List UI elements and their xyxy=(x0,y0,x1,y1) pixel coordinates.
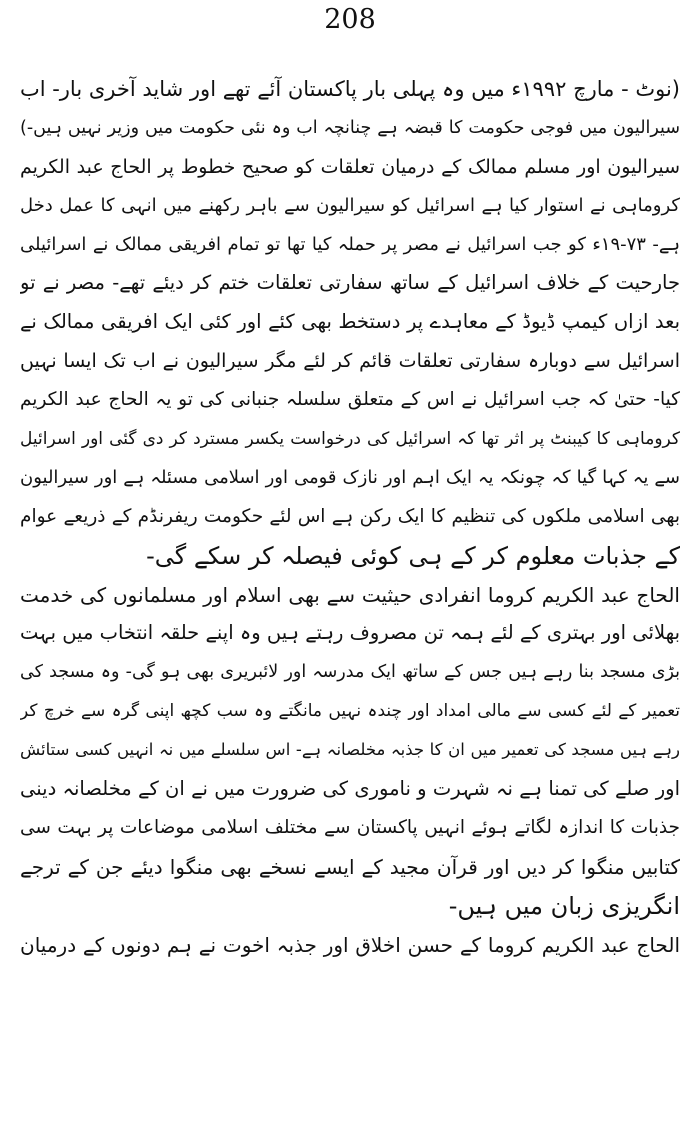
text-line: کروماہی نے استوار کیا ہے اسرائیل کو سیرالیون سے باہر رکھنے میں انہی کا عمل دخل xyxy=(20,194,680,216)
page-number: 208 xyxy=(324,4,376,35)
text-line: الحاج عبد الکریم کروما انفرادی حیثیت سے بھی اسلام اور مسلمانوں کی خدمت xyxy=(20,582,680,607)
text-line: جارحیت کے خلاف اسرائیل کے ساتھ سفارتی تعلقات ختم کر دیئے تھے- مصر نے تو xyxy=(20,271,680,295)
text-line: اور صلے کی تمنا ہے نہ شہرت و ناموری کی ضرورت میں نے ان کے مخلصانہ دینی xyxy=(20,777,680,801)
paragraph-end-line: انگریزی زبان میں ہیں- xyxy=(448,891,680,920)
paragraph-end-line: کے جذبات معلوم کر کے ہی کوئی فیصلہ کر سکے گی- xyxy=(146,541,680,570)
text-line: جذبات کا اندازہ لگاتے ہوئے انہیں پاکستان سے مختلف اسلامی موضاعات پر بہت سی xyxy=(20,816,680,838)
text-line: بھلائی اور بہتری کے لئے ہمہ تن مصروف رہتے ہیں وہ اپنے حلقہ انتخاب میں بہت xyxy=(20,621,680,645)
text-line: الحاج عبد الکریم کروما کے حسن اخلاق اور جذبہ اخوت نے ہم دونوں کے درمیان xyxy=(20,932,680,957)
text-line: سے یہ کہا گیا کہ چونکہ یہ ایک اہم اور نازک قومی اور اسلامی مسئلہ ہے اور سیرالیون xyxy=(20,466,680,488)
text-line: تعمیر کے لئے کسی سے مالی امداد اور چندہ نہیں مانگتے وہ سب کچھ اپنی گرہ سے خرچ کر xyxy=(20,701,680,722)
body-text xyxy=(20,70,680,964)
text-line: اسرائیل سے دوبارہ سفارتی تعلقات قائم کر لئے مگر سیرالیون نے اب تک ایسا نہیں xyxy=(20,350,680,373)
text-line: کتابیں منگوا کر دیں اور قرآن مجید کے ایسے نسخے بھی منگوا دیئے جن کے ترجے xyxy=(20,854,680,879)
text-line: رہے ہیں مسجد کی تعمیر میں ان کا جذبہ مخلصانہ ہے- اس سلسلے میں نہ انہیں کسی ستائش xyxy=(20,740,680,760)
text-line: کروماہی کا کیبنٹ پر اثر تھا کہ اسرائیل کی درخواست یکسر مسترد کر دی گئی اور اسرائیل xyxy=(20,429,680,450)
text-line: سیرالیون میں فوجی حکومت کا قبضہ ہے چنانچہ اب وہ نئی حکومت میں وزیر نہیں ہیں-) xyxy=(20,117,680,138)
text-line: بڑی مسجد بنا رہے ہیں جس کے ساتھ ایک مدرسہ اور لائبریری بھی ہو گی- وہ مسجد کی xyxy=(20,662,680,683)
text-line: کیا- حتیٰ کہ جب اسرائیل نے اس کے متعلق سلسلہ جنبانی کی تو یہ الحاج عبد الکریم xyxy=(20,389,680,411)
text-line: سیرالیون اور مسلم ممالک کے درمیان تعلقات کو صحیح خطوط پر الحاج عبد الکریم xyxy=(20,155,680,178)
text-line: ہے- ۷۳-۱۹ء کو جب اسرائیل نے مصر پر حملہ کیا تھا تو تمام افریقی ممالک نے اسرائیلی xyxy=(20,233,680,255)
text-line: بھی اسلامی ملکوں کی تنظیم کا ایک رکن ہے اس لئے حکومت ریفرنڈم کے ذریعے عوام xyxy=(20,505,680,527)
text-line: (نوٹ - مارچ ۱۹۹۲ء میں وہ پہلی بار پاکستان آئے تھے اور شاید آخری بار- اب xyxy=(20,77,680,101)
text-line: بعد ازاں کیمپ ڈیوڈ کے معاہدے پر دستخط بھی کئے اور کئی ایک افریقی ممالک نے xyxy=(20,310,680,334)
